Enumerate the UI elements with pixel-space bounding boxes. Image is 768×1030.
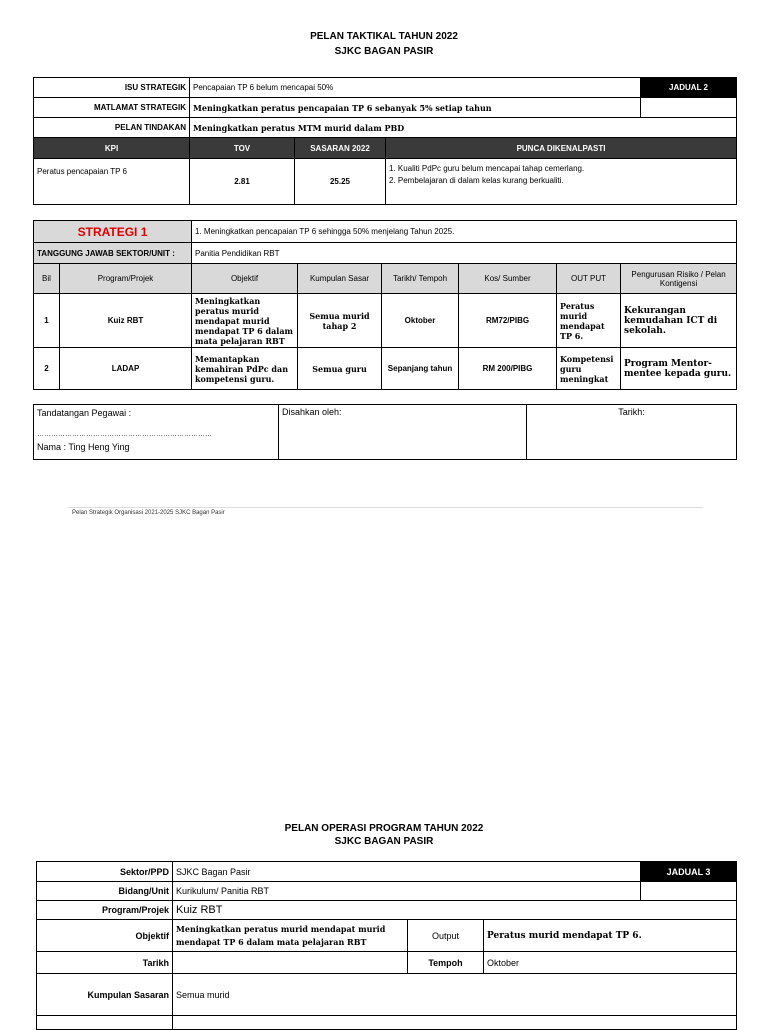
school-name: SJKC BAGAN PASIR [334,46,434,57]
operation-plan-table [36,861,737,1030]
row-kos: RM72/PIBG [459,294,557,348]
header-objektif: Objektif [192,264,298,294]
strategy-table [33,220,737,390]
pelan-label: PELAN TINDAKAN [34,118,190,138]
page-title: PELAN TAKTIKAL TAHUN 2022 [310,31,458,42]
kpi-value: Peratus pencapaian TP 6 [34,159,190,205]
program-label: Program/Projek [37,901,173,920]
header-kos: Kos/ Sumber [459,264,557,294]
isu-value: Pencapaian TP 6 belum mencapai 50% [190,78,641,98]
table-row [34,348,737,390]
sasaran-value: 25.25 [295,159,386,205]
tarikh-label: Tarikh [37,952,173,974]
header-kumpulan: Kumpulan Sasar [298,264,382,294]
tov-value: 2.81 [190,159,295,205]
header-output: OUT PUT [557,264,621,294]
header-risiko: Pengurusan Risiko / Pelan Kontigensi [621,264,737,294]
strategi-value: 1. Meningkatkan pencapaian TP 6 sehingga 50% menjelang Tahun 2025. [192,221,737,243]
tempoh-value: Oktober [484,952,737,974]
pelan-value: Meningkatkan peratus MTM murid dalam PBD [190,118,737,138]
output-label: Output [408,920,484,952]
jadual-badge: JADUAL 2 [641,78,737,98]
row-program: Kuiz RBT [60,294,192,348]
page-footer: Pelan Strategik Organisasi 2021-2025 SJKC Bagan Pasir [72,510,225,516]
sektor-value: SJKC Bagan Pasir [173,862,641,882]
row-sasaran: Semua murid tahap 2 [298,294,382,348]
header-tarikh: Tarikh/ Tempoh [382,264,459,294]
page2-title: PELAN OPERASI PROGRAM TAHUN 2022 [284,823,484,834]
header-bil: Bil [34,264,60,294]
tarikh-label: Tarikh: [527,405,737,460]
kpi-header: KPI [34,138,190,159]
bidang-value: Kurikulum/ Panitia RBT [173,882,641,901]
tempoh-label: Tempoh [408,952,484,974]
jadual3-badge: JADUAL 3 [641,862,737,882]
empty-cell [641,882,737,901]
empty-cell [173,1016,737,1030]
strategi-label: STRATEGI 1 [34,221,192,243]
row-kos: RM 200/PIBG [459,348,557,390]
header-program: Program/Projek [60,264,192,294]
isu-label: ISU STRATEGIK [34,78,190,98]
matlamat-value: Meningkatkan peratus pencapaian TP 6 sebanyak 5% setiap tahun [190,98,641,118]
tov-header: TOV [190,138,295,159]
punca-item-2: 2. Pembelajaran di dalam kelas kurang berkualiti. [389,176,564,185]
signature-line: ………………………………………………………………… [37,431,212,438]
table-row [34,294,737,348]
nama-label: Nama : Ting Heng Ying [37,442,130,452]
row-objektif: Meningkatkan peratus murid mendapat murid mendapat TP 6 dalam mata pelajaran RBT [192,294,298,348]
signature-cell [34,405,279,460]
row-risiko: Kekurangan kemudahan ICT di sekolah. [621,294,737,348]
row-output: Peratus murid mendapat TP 6. [557,294,621,348]
empty-cell [37,1016,173,1030]
row-tarikh: Oktober [382,294,459,348]
disahkan-label: Disahkan oleh: [279,405,527,460]
row-bil: 2 [34,348,60,390]
program-value: Kuiz RBT [173,901,737,920]
bidang-label: Bidang/Unit [37,882,173,901]
row-bil: 1 [34,294,60,348]
output-value: Peratus murid mendapat TP 6. [484,920,737,952]
tactical-plan-table [33,77,737,205]
row-risiko: Program Mentor-mentee kepada guru. [621,348,737,390]
sasaran-header: SASARAN 2022 [295,138,386,159]
row-objektif: Memantapkan kemahiran PdPc dan kompetensi guru. [192,348,298,390]
row-sasaran: Semua guru [298,348,382,390]
empty-cell [641,98,737,118]
signature-table [33,404,737,460]
row-output: Kompetensi guru meningkat [557,348,621,390]
punca-item-1: 1. Kualiti PdPc guru belum mencapai tahap cemerlang. [389,164,585,173]
row-tarikh: Sepanjang tahun [382,348,459,390]
tanggungjawab-label: TANGGUNG JAWAB SEKTOR/UNIT : [34,243,192,264]
tanggungjawab-value: Panitia Pendidikan RBT [192,243,737,264]
kumpulan-value: Semua murid [173,974,737,1016]
kumpulan-label: Kumpulan Sasaran [37,974,173,1016]
row-program: LADAP [60,348,192,390]
objektif-value: Meningkatkan peratus murid mendapat murid mendapat TP 6 dalam mata pelajaran RBT [173,920,408,952]
page2-school-name: SJKC BAGAN PASIR [334,836,434,847]
tandatangan-label: Tandatangan Pegawai : [37,408,132,418]
punca-header: PUNCA DIKENALPASTI [386,138,737,159]
punca-value [386,159,737,205]
sektor-label: Sektor/PPD [37,862,173,882]
footer-divider [68,507,703,508]
matlamat-label: MATLAMAT STRATEGIK [34,98,190,118]
objektif-label: Objektif [37,920,173,952]
tarikh-value [173,952,408,974]
